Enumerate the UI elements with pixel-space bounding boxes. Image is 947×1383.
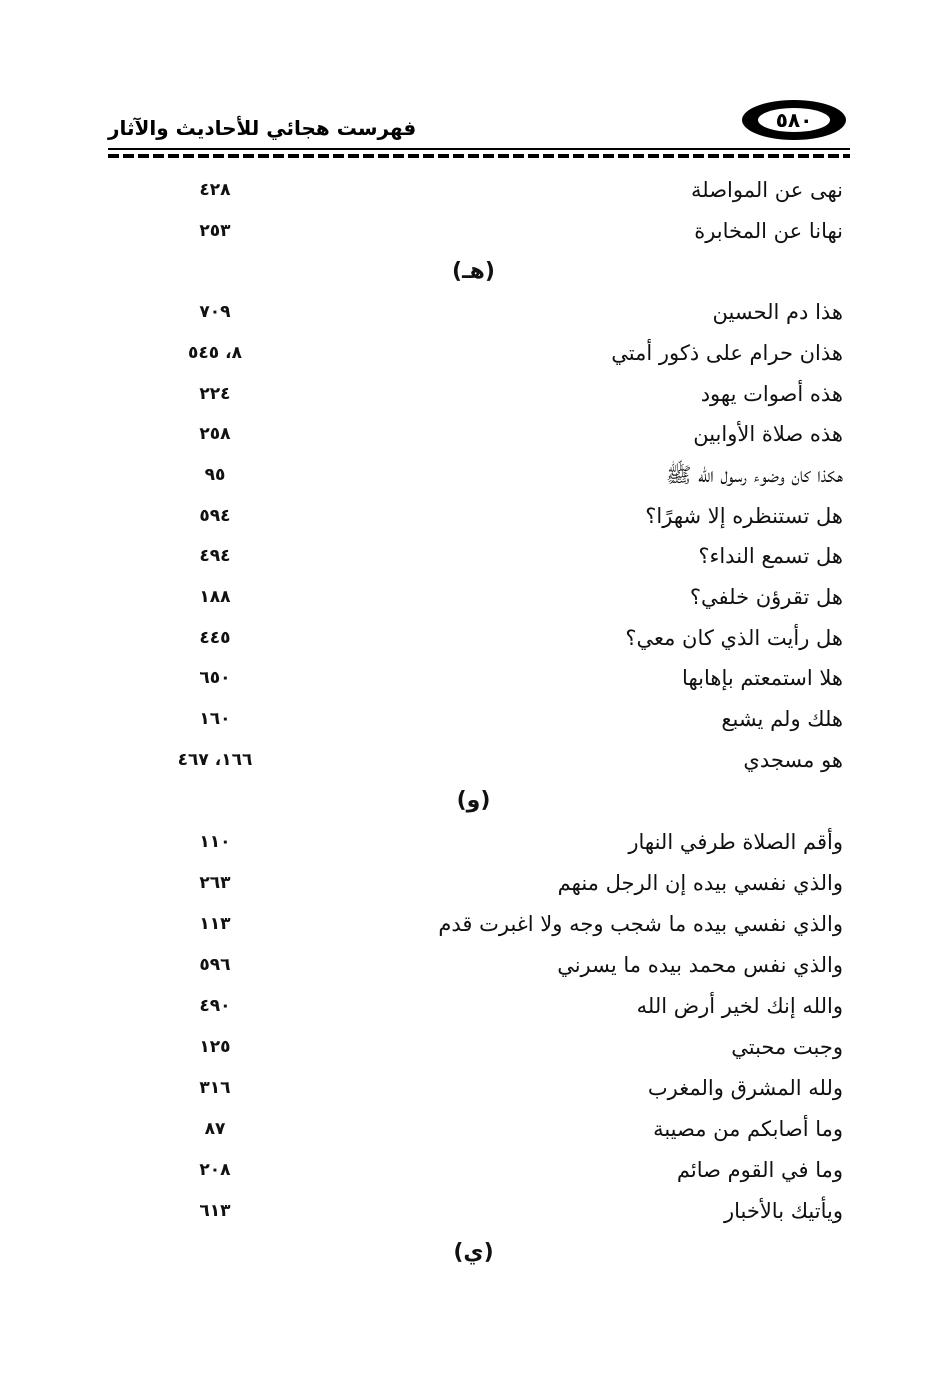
index-entry xyxy=(0,822,947,862)
entry-text: هلا استمعتم بإهابها xyxy=(682,666,843,690)
entry-pages: ١٨٨ xyxy=(199,587,231,607)
page-number: ٥٨٠ xyxy=(758,108,830,132)
entry-pages: ٦١٣ xyxy=(199,1201,231,1221)
entry-pages: ٩٥ xyxy=(204,465,226,485)
index-entry xyxy=(0,536,947,576)
entry-pages: ٢٢٤ xyxy=(199,384,231,404)
entry-pages: ٤٤٥ xyxy=(199,628,231,648)
entry-text: هلك ولم يشبع xyxy=(721,707,843,731)
entry-pages: ١٦٠ xyxy=(199,709,231,729)
entry-pages: ٧٠٩ xyxy=(199,302,231,322)
index-entry xyxy=(0,986,947,1026)
entry-pages: ٨٧ xyxy=(204,1119,226,1139)
entry-text: هل تقرؤن خلفي؟ xyxy=(689,585,843,609)
entry-pages: ١٢٥ xyxy=(199,1037,231,1057)
index-entry xyxy=(0,740,947,780)
entry-pages: ٤٩٤ xyxy=(199,546,231,566)
index-entry xyxy=(0,658,947,698)
entry-pages: ١١٠ xyxy=(199,832,231,852)
entry-pages: ٥٩٤ xyxy=(199,506,231,526)
index-entry xyxy=(0,496,947,536)
index-entry xyxy=(0,1027,947,1067)
section-heading: (هـ) xyxy=(452,259,495,284)
index-entry xyxy=(0,699,947,739)
entry-text: هذه أصوات يهود xyxy=(700,382,843,406)
entry-pages: ٣١٦ xyxy=(199,1078,231,1098)
section-heading: (و) xyxy=(456,788,491,813)
entry-pages: ٢٥٨ xyxy=(199,424,231,444)
entry-text: هل تستنظره إلا شهرًا؟ xyxy=(645,504,843,528)
index-entry xyxy=(0,1109,947,1149)
index-entry xyxy=(0,618,947,658)
entry-text: ولله المشرق والمغرب xyxy=(647,1076,843,1100)
index-entry xyxy=(0,170,947,210)
index-entry xyxy=(0,904,947,944)
index-entry xyxy=(0,577,947,617)
entry-pages: ٤٩٠ xyxy=(199,996,231,1016)
entry-text: وجبت محبتي xyxy=(731,1035,843,1059)
index-entry xyxy=(0,211,947,251)
entry-text: وما في القوم صائم xyxy=(676,1158,843,1182)
entry-text: والذي نفسي بيده ما شجب وجه ولا اغبرت قدم xyxy=(438,912,843,936)
entry-pages: ١٦٦، ٤٦٧ xyxy=(177,750,253,770)
entry-pages: ٥٩٦ xyxy=(199,955,231,975)
entry-text: نهانا عن المخابرة xyxy=(694,219,843,243)
entry-text: وما أصابكم من مصيبة xyxy=(653,1117,843,1141)
entry-text: نهى عن المواصلة xyxy=(691,178,843,202)
index-entry xyxy=(0,414,947,454)
section-heading: (ي) xyxy=(453,1240,494,1265)
index-entry xyxy=(0,455,947,495)
running-title: فهرست هجائي للأحاديث والآثار xyxy=(108,116,417,140)
entry-text: هذان حرام على ذكور أمتي xyxy=(611,341,843,365)
entry-pages: ٨، ٥٤٥ xyxy=(188,343,242,363)
index-entry xyxy=(0,1068,947,1108)
index-entry xyxy=(0,1191,947,1231)
entry-pages: ٢٥٣ xyxy=(199,221,231,241)
entry-pages: ٢٠٨ xyxy=(199,1160,231,1180)
entry-pages: ٦٥٠ xyxy=(199,668,231,688)
entry-text: هو مسجدي xyxy=(743,748,843,772)
entry-text: والذي نفسي بيده إن الرجل منهم xyxy=(557,871,843,895)
entry-text: والذي نفس محمد بيده ما يسرني xyxy=(557,953,843,977)
entry-text: والله إنك لخير أرض الله xyxy=(636,994,843,1018)
index-entry xyxy=(0,333,947,373)
entry-text: هل رأيت الذي كان معي؟ xyxy=(625,626,843,650)
index-entry xyxy=(0,945,947,985)
entry-pages: ١١٣ xyxy=(199,914,231,934)
entry-text: هذا دم الحسين xyxy=(712,300,843,324)
entry-pages: ٤٢٨ xyxy=(199,180,231,200)
index-entry xyxy=(0,292,947,332)
index-entry xyxy=(0,863,947,903)
entry-text: هكذا كان وضوء رسول الله ﷺ xyxy=(665,463,843,487)
entry-pages: ٢٦٣ xyxy=(199,873,231,893)
index-entry xyxy=(0,1150,947,1190)
entry-text: هذه صلاة الأوابين xyxy=(693,422,843,446)
entry-text: هل تسمع النداء؟ xyxy=(698,544,843,568)
entry-text: ويأتيك بالأخبار xyxy=(723,1199,843,1223)
index-entry xyxy=(0,374,947,414)
entry-text: وأقم الصلاة طرفي النهار xyxy=(628,830,843,854)
